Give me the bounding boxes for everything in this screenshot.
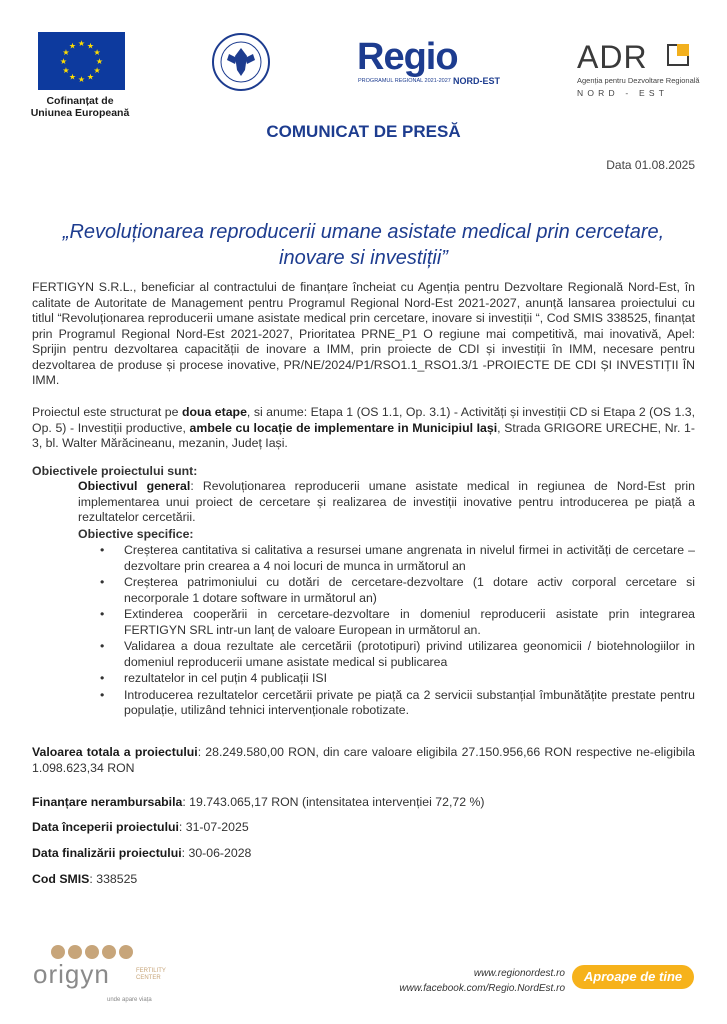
- adr-logo: [577, 39, 700, 100]
- eu-star-icon: ★: [62, 48, 70, 57]
- list-item: • Creșterea patrimoniului cu dotări de cercetare-dezvoltare (1 dotare activ corporal cercetare si necorporale 1 dotare software in următorul an): [78, 575, 695, 606]
- adr-nord-est: NORD - EST: [577, 88, 669, 98]
- start-date-text: : 31-07-2025: [178, 820, 249, 834]
- adr-square-icon: [667, 44, 689, 66]
- eu-star-icon: ★: [68, 41, 77, 51]
- general-objective: [78, 479, 695, 526]
- origyn-dots-icon: [51, 945, 133, 959]
- press-date: Data 01.08.2025: [606, 158, 695, 172]
- general-objective-text: : Revoluționarea reproducerii umane asistate medical in regiunea de Nord-Est prin implementarea unui proiect de cercetare și realizarea de investiții inovative pentru introducerea pe piață a rezultatelor cercetării.: [78, 479, 695, 524]
- link-regionordest[interactable]: www.regionordest.ro: [473, 968, 565, 979]
- eu-star-icon: ★: [68, 72, 77, 82]
- funding-label: Finanțare nerambursabila: [32, 795, 183, 809]
- regio-word: Regio: [357, 36, 458, 78]
- eu-star-icon: ★: [77, 39, 86, 48]
- regio-nord-est: NORD-EST: [453, 76, 500, 86]
- end-date-text: : 30-06-2028: [181, 846, 252, 860]
- eu-flag-logo: [38, 32, 125, 90]
- end-date-label: Data finalizării proiectului: [32, 846, 182, 860]
- eu-caption-line1: Cofinanțat de: [46, 95, 114, 107]
- eu-star-icon: ★: [86, 41, 95, 51]
- project-value-label: Valoarea totala a proiectului: [32, 745, 198, 759]
- specific-objectives-label: Obiective specifice:: [78, 527, 194, 541]
- eu-star-icon: ★: [59, 57, 68, 66]
- project-value-text: : 28.249.580,00 RON, din care valoare eligibila 27.150.956,66 RON respective ne-eligibila 1.098.623,34 RON: [32, 745, 695, 775]
- origyn-fc-line2: CENTER: [136, 975, 161, 981]
- p2-a: Proiectul este structurat pe: [32, 405, 182, 419]
- origyn-tagline: unde apare viața: [107, 997, 152, 1003]
- aproape-de-tine-badge: Aproape de tine: [572, 965, 694, 989]
- regio-program: PROGRAMUL REGIONAL 2021-2027: [358, 78, 451, 84]
- headline: „Revoluționarea reproducerii umane asistate medical prin cercetare, inovare si investiții”: [62, 221, 665, 269]
- list-item: • Introducerea rezultatelor cercetării private pe piață ca 2 servicii substanțial îmbunătățite prestate pentru populație, utilizând tehnici intervenționale robotizate.: [78, 688, 695, 719]
- origyn-fc-line1: FERTILITY: [136, 968, 166, 974]
- list-item: • Validarea a doua rezultate ale cercetării (prototipuri) privind utilizarea geonomicii / biotehnologiilor in domeniul reproducerii umane asistate medical si publicarea: [78, 639, 695, 670]
- list-item: • Extinderea cooperării in cercetare-dezvoltare in domeniul reproducerii asistate prin integrarea FERTIGYN SRL intr-un lanț de valoare European in următorul an.: [78, 607, 695, 638]
- p2-e: , Strada GRIGORE URECHE, Nr. 1-3, bl. Walter Mărăcineanu, mezanin, Județ Iași.: [32, 420, 695, 450]
- p2-c: , si anume: Etapa 1 (OS 1.1, Op. 3.1) - Activități și investiții CD si Etapa 2 (OS 1.3, Op. 5) - Investiții productive,: [32, 405, 695, 435]
- list-item: • rezultatelor in cel puțin 4 publicații ISI: [78, 671, 695, 687]
- page-title: COMUNICAT DE PRESĂ: [266, 122, 461, 141]
- start-date-label: Data începerii proiectului: [32, 820, 179, 834]
- start-date: [32, 820, 695, 836]
- regio-logo: [357, 36, 500, 94]
- funding-text: : 19.743.065,17 RON (intensitatea intervenției 72,72 %): [182, 795, 485, 809]
- adr-word: ADR: [577, 39, 648, 75]
- funding: [32, 795, 695, 811]
- eu-caption: [30, 95, 130, 119]
- smis-code-label: Cod SMIS: [32, 872, 90, 886]
- p2-b: doua etape: [181, 405, 247, 419]
- government-seal-logo: [211, 32, 271, 92]
- origyn-logo: [33, 945, 173, 1007]
- eu-caption-line2: Uniunea Europeană: [30, 107, 130, 119]
- eu-star-icon: ★: [93, 66, 101, 75]
- general-objective-label: Obiectivul general: [78, 479, 191, 493]
- eu-star-icon: ★: [93, 48, 101, 57]
- eu-star-icon: ★: [62, 66, 70, 75]
- paragraph-intro: FERTIGYN S.R.L., beneficiar al contractului de finanțare încheiat cu Agenția pentru Dezvoltare Regională Nord-Est, în calitate de Autoritate de Management pentru Programul Regional Nord-Est 2021-2027, anunță lansarea proiectului cu titlul “Revoluționarea reproducerii umane asistate medical prin cercetare, inovare si investiții “, Cod SMIS 338525, finanțat prin Programul Regional Nord-Est 2021-2027, Prioritatea PRNE_P1 O regiune mai competitivă, mai inovativă, Apel: Sprijin pentru dezvoltarea capacității de inovare a IMM, prin proiecte de CDI și investiții în IMM, necesare pentru dezvoltarea de produse și procese inovative, PR/NE/2024/P1/RSO1.1_RSO1.3/1 -PROIECTE DE CDI ȘI INVESTIȚII ÎN IMM.: [32, 280, 695, 387]
- eu-star-icon: ★: [86, 72, 95, 82]
- project-value: [32, 745, 695, 776]
- list-item: • Creșterea cantitativa si calitativa a resursei umane angrenata in nivelul firmei in activități de cercetare – dezvoltare prin crearea a 4 noi locuri de munca in următorul an: [78, 543, 695, 574]
- smis-code: [32, 872, 695, 888]
- link-facebook[interactable]: www.facebook.com/Regio.NordEst.ro: [399, 983, 565, 994]
- adr-subtitle: Agenția pentru Dezvoltare Regională: [577, 76, 700, 85]
- origyn-word: origyn: [33, 959, 110, 989]
- origyn-fertility-center: [136, 968, 166, 982]
- smis-code-text: : 338525: [89, 872, 138, 886]
- footer-links: [399, 966, 565, 996]
- eu-stars-icon: [38, 32, 125, 90]
- eu-star-icon: ★: [95, 57, 104, 66]
- specific-objectives-list: [78, 543, 695, 720]
- eu-star-icon: ★: [77, 75, 86, 84]
- end-date: [32, 846, 695, 862]
- p2-d: ambele cu locație de implementare in Municipiul Iași: [189, 420, 498, 435]
- paragraph-structure: [32, 405, 695, 452]
- objectives-heading: Obiectivele proiectului sunt:: [32, 464, 198, 478]
